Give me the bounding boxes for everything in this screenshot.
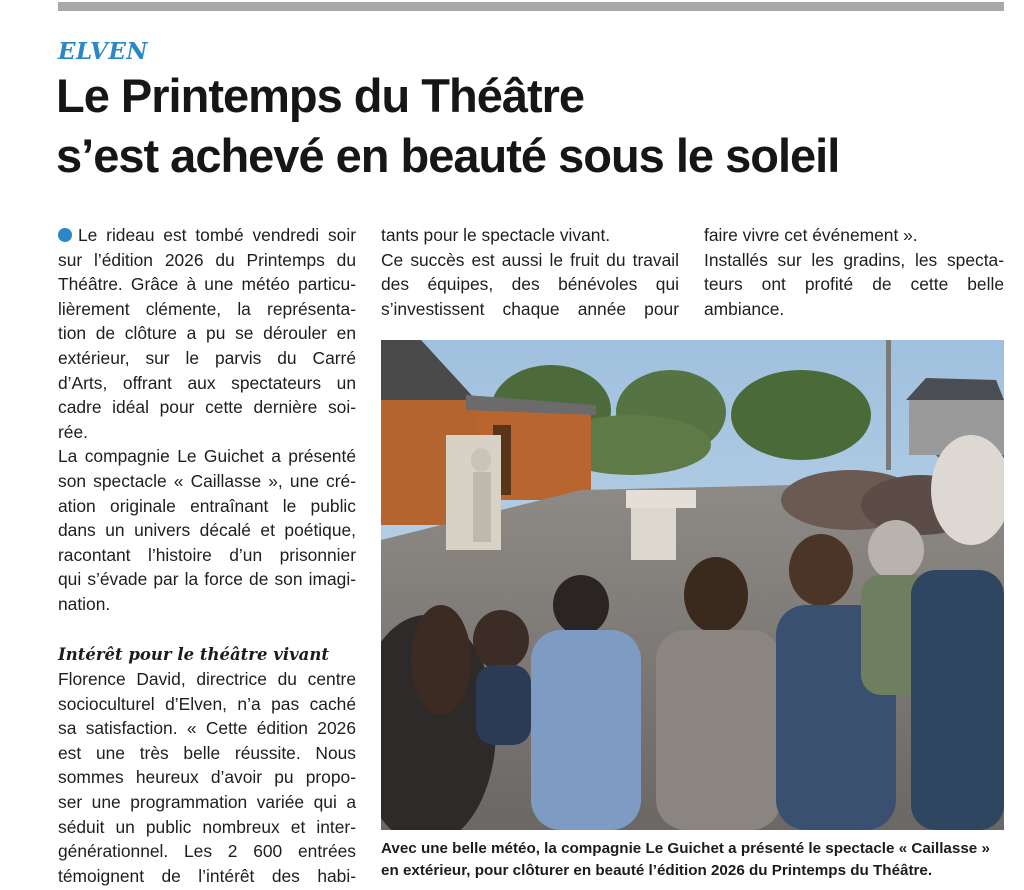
text-line: sa satisfaction. « Cette édition 2026 — [58, 718, 356, 739]
text-line: socioculturel d’Elven, n’a pas caché — [58, 693, 356, 714]
bullet-dot-icon — [58, 228, 72, 242]
article-column-3 — [704, 223, 1004, 321]
headline-line-1: Le Printemps du Théâtre — [56, 69, 585, 122]
photo-illustration — [381, 340, 1004, 830]
text-line: Le rideau est tombé vendredi soir — [58, 223, 356, 248]
headline — [56, 66, 996, 186]
text-line: est une très belle réussite. Nous — [58, 742, 356, 763]
text-line: La compagnie Le Guichet a présenté — [58, 446, 356, 467]
text-line: s’investissent chaque année pour — [381, 298, 679, 319]
text-line: Installés sur les gradins, les specta- — [704, 249, 1004, 270]
text-line: cadre idéal pour cette dernière soi- — [58, 397, 356, 418]
caption-line: Avec une belle météo, la compagnie Le Guichet a présenté le spectacle « Caillasse » — [381, 840, 990, 857]
text-line: Ce succès est aussi le fruit du travail — [381, 249, 679, 270]
text-line: témoignent de l’intérêt des habi- — [58, 865, 356, 886]
paragraph-gap — [58, 617, 356, 643]
caption-line: en extérieur, pour clôturer en beauté l’édition 2026 du Printemps du Théâtre. — [381, 862, 933, 879]
text-line: ation originale entraînant le public — [58, 495, 356, 516]
subheading: Intérêt pour le théâtre vivant — [58, 644, 329, 664]
text-line: séduit un public nombreux et inter- — [58, 816, 356, 837]
text-line: générationnel. Les 2 600 entrées — [58, 841, 356, 862]
text-line: faire vivre cet événement ». — [704, 225, 918, 245]
photo-caption — [381, 838, 1004, 882]
text-line: d’Arts, offrant aux spectateurs un — [58, 372, 356, 393]
text-line: nation. — [58, 593, 111, 614]
text-line: lièrement clémente, la représenta- — [58, 298, 356, 319]
text-line: teurs ont profité de cette belle — [704, 274, 1004, 295]
headline-line-2: s’est achevé en beauté sous le soleil — [56, 129, 840, 182]
text-line: ambiance. — [704, 298, 785, 319]
text-line: rée. — [58, 421, 88, 442]
text-line: tion de clôture a pu se dérouler en — [58, 323, 356, 344]
text-line: Théâtre. Grâce à une météo particu- — [58, 274, 356, 295]
text-line: qui s’évade par la force de son imagi- — [58, 569, 356, 590]
text-line: des équipes, des bénévoles qui — [381, 274, 679, 295]
text-line: son spectacle « Caillasse », une cré- — [58, 470, 356, 491]
section-kicker: ELVEN — [58, 38, 148, 65]
text-line: ser une programmation variée qui a — [58, 792, 356, 813]
article-column-1 — [58, 223, 356, 888]
text-line: dans un univers décalé et poétique, — [58, 520, 356, 541]
text-line: racontant l’histoire d’un prisonnier — [58, 544, 356, 565]
text-line: sommes heureux d’avoir pu propo- — [58, 767, 356, 788]
text-line: Florence David, directrice du centre — [58, 669, 356, 690]
text-line: extérieur, sur le parvis du Carré — [58, 347, 356, 368]
article-photo — [381, 340, 1004, 830]
top-rule — [58, 2, 1004, 11]
text-line: sur l’édition 2026 du Printemps du — [58, 249, 356, 270]
article-column-2 — [381, 223, 679, 321]
text-line: tants pour le spectacle vivant. — [381, 225, 611, 245]
